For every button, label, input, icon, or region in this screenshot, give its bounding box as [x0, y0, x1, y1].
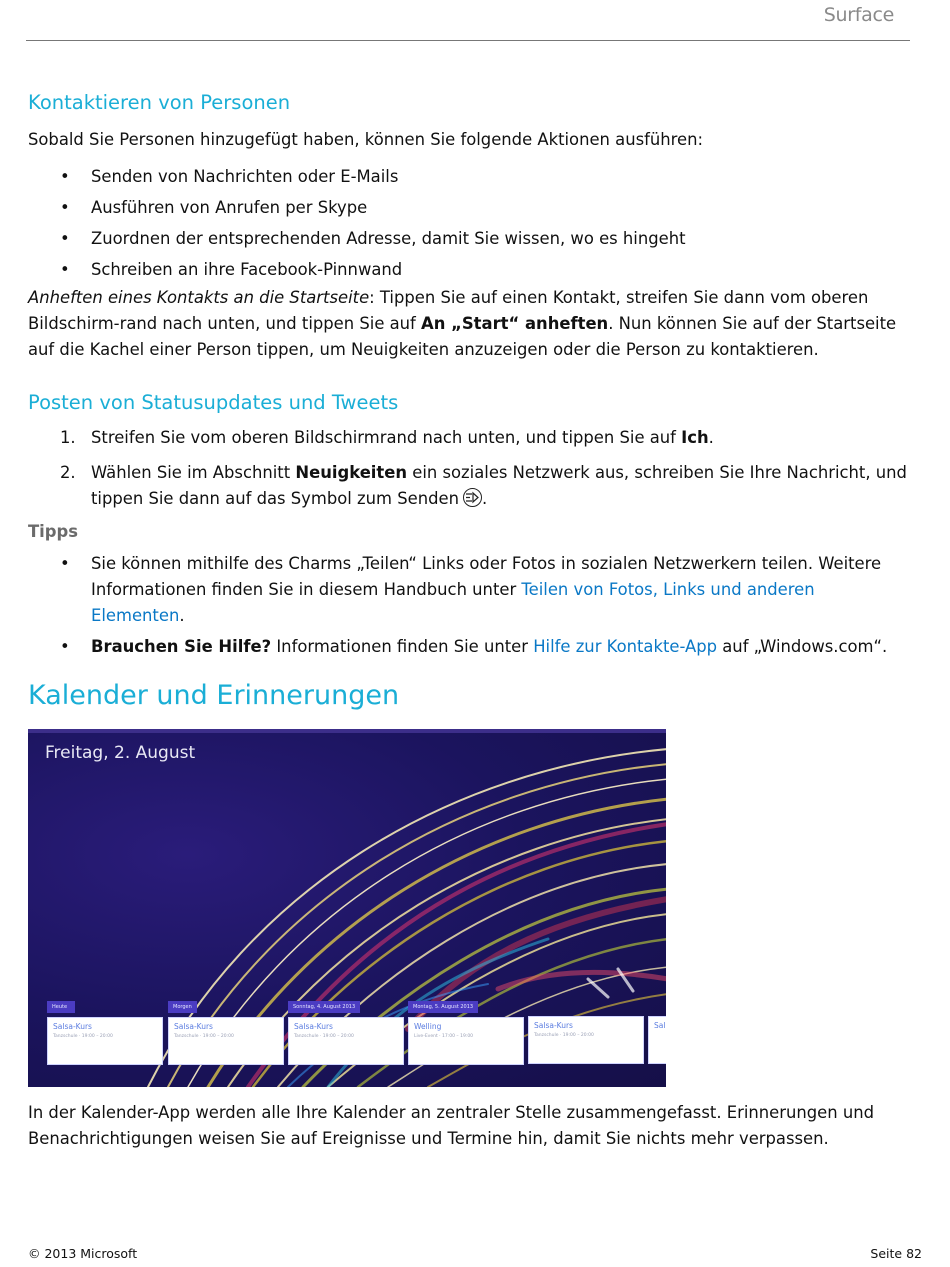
pin-contact-paragraph: Anheften eines Kontakts an die Startseite: Tippen Sie auf einen Kontakt, streifen Sie dann vom oberen Bildschirm-rand nach unten, und tippen Sie auf An „Start“ anheften. Nun können Sie auf der Startseite auf die Kachel einer Person tippen, um Neuigkeiten anzuzeigen oder die Person zu kontaktieren.	[28, 288, 897, 359]
calendar-description: In der Kalender-App werden alle Ihre Kalender an zentraler Stelle zusammengefasst. Erinnerungen und Benachrichtigungen weisen Sie auf Ereignisse und Termine hin, damit Sie nichts mehr verpassen.	[28, 1103, 875, 1148]
contact-actions-list	[28, 164, 908, 283]
day-column	[528, 993, 644, 1064]
bullet-icon: •	[60, 554, 70, 573]
list-item: • Senden von Nachrichten oder E-Mails	[28, 164, 908, 190]
footer-page-number: Seite 82	[870, 1246, 922, 1261]
calendar-screenshot	[28, 729, 666, 1087]
event-card[interactable]: Salsa-Kurs Tanzschule · 19:00 – 20:00	[47, 1017, 163, 1065]
pin-contact-lead: Anheften eines Kontakts an die Startseite	[28, 288, 370, 307]
surface-logo: Surface	[823, 4, 894, 26]
list-item: • Schreiben an ihre Facebook-Pinnwand	[28, 257, 908, 283]
bullet-icon: •	[60, 229, 70, 248]
list-item: • Ausführen von Anrufen per Skype	[28, 195, 908, 221]
bullet-icon: •	[60, 167, 70, 186]
bullet-icon: •	[60, 637, 70, 656]
list-item: • Zuordnen der entsprechenden Adresse, damit Sie wissen, wo es hingeht	[28, 226, 908, 252]
day-column	[168, 993, 284, 1065]
day-label: Sonntag, 4. August 2013	[288, 1001, 360, 1013]
tips-heading: Tipps	[28, 522, 79, 541]
day-column	[648, 993, 666, 1064]
heading-contact: Kontaktieren von Personen	[28, 91, 291, 114]
header-divider	[26, 40, 910, 41]
footer-copyright: © 2013 Microsoft	[28, 1246, 138, 1261]
step-item: 1. Streifen Sie vom oberen Bildschirmrand nach unten, und tippen Sie auf Ich.	[60, 428, 714, 447]
contact-intro: Sobald Sie Personen hinzugefügt haben, können Sie folgende Aktionen ausführen:	[28, 130, 704, 149]
page-content	[28, 91, 908, 1152]
step-item: 2. Wählen Sie im Abschnitt Neuigkeiten ein soziales Netzwerk aus, schreiben Sie Ihre Nachricht, und tippen Sie dann auf das Symbol zum Senden .	[60, 463, 907, 508]
day-column	[288, 993, 404, 1065]
link-sharing-photos[interactable]: Teilen von Fotos, Links und anderen Elementen	[91, 580, 815, 625]
day-label: Montag, 5. August 2013	[408, 1001, 478, 1013]
list-item: • Brauchen Sie Hilfe? Informationen finden Sie unter Hilfe zur Kontakte-App auf „Windows.com“.	[28, 634, 908, 660]
heading-calendar: Kalender und Erinnerungen	[28, 680, 400, 711]
event-card[interactable]: Salsa-Kurs Tanzschule · 19:00 – 20:00	[528, 1016, 644, 1064]
event-card[interactable]: Sal	[648, 1016, 666, 1064]
event-card[interactable]: Welling Live-Event · 17:00 – 19:00	[408, 1017, 524, 1065]
day-label: Heute	[47, 1001, 75, 1013]
status-steps-list	[28, 425, 908, 512]
list-item: • Sie können mithilfe des Charms „Teilen“ Links oder Fotos in sozialen Netzwerkern teilen. Weitere Informationen finden Sie in diesem Handbuch unter Teilen von Fotos, Links und anderen Elementen.	[28, 551, 908, 629]
send-icon	[463, 488, 482, 507]
event-card[interactable]: Salsa-Kurs Tanzschule · 19:00 – 20:00	[288, 1017, 404, 1065]
bullet-icon: •	[60, 260, 70, 279]
day-label: Morgen	[168, 1001, 197, 1013]
day-column	[408, 993, 524, 1065]
day-column	[47, 993, 163, 1065]
bullet-icon: •	[60, 198, 70, 217]
pin-to-start-command: An „Start“ anheften	[421, 314, 609, 333]
calendar-date-title: Freitag, 2. August	[45, 743, 196, 763]
heading-status: Posten von Statusupdates und Tweets	[28, 391, 399, 414]
tips-list	[28, 551, 908, 660]
link-contacts-help[interactable]: Hilfe zur Kontakte-App	[533, 637, 718, 656]
event-card[interactable]: Salsa-Kurs Tanzschule · 19:00 – 20:00	[168, 1017, 284, 1065]
